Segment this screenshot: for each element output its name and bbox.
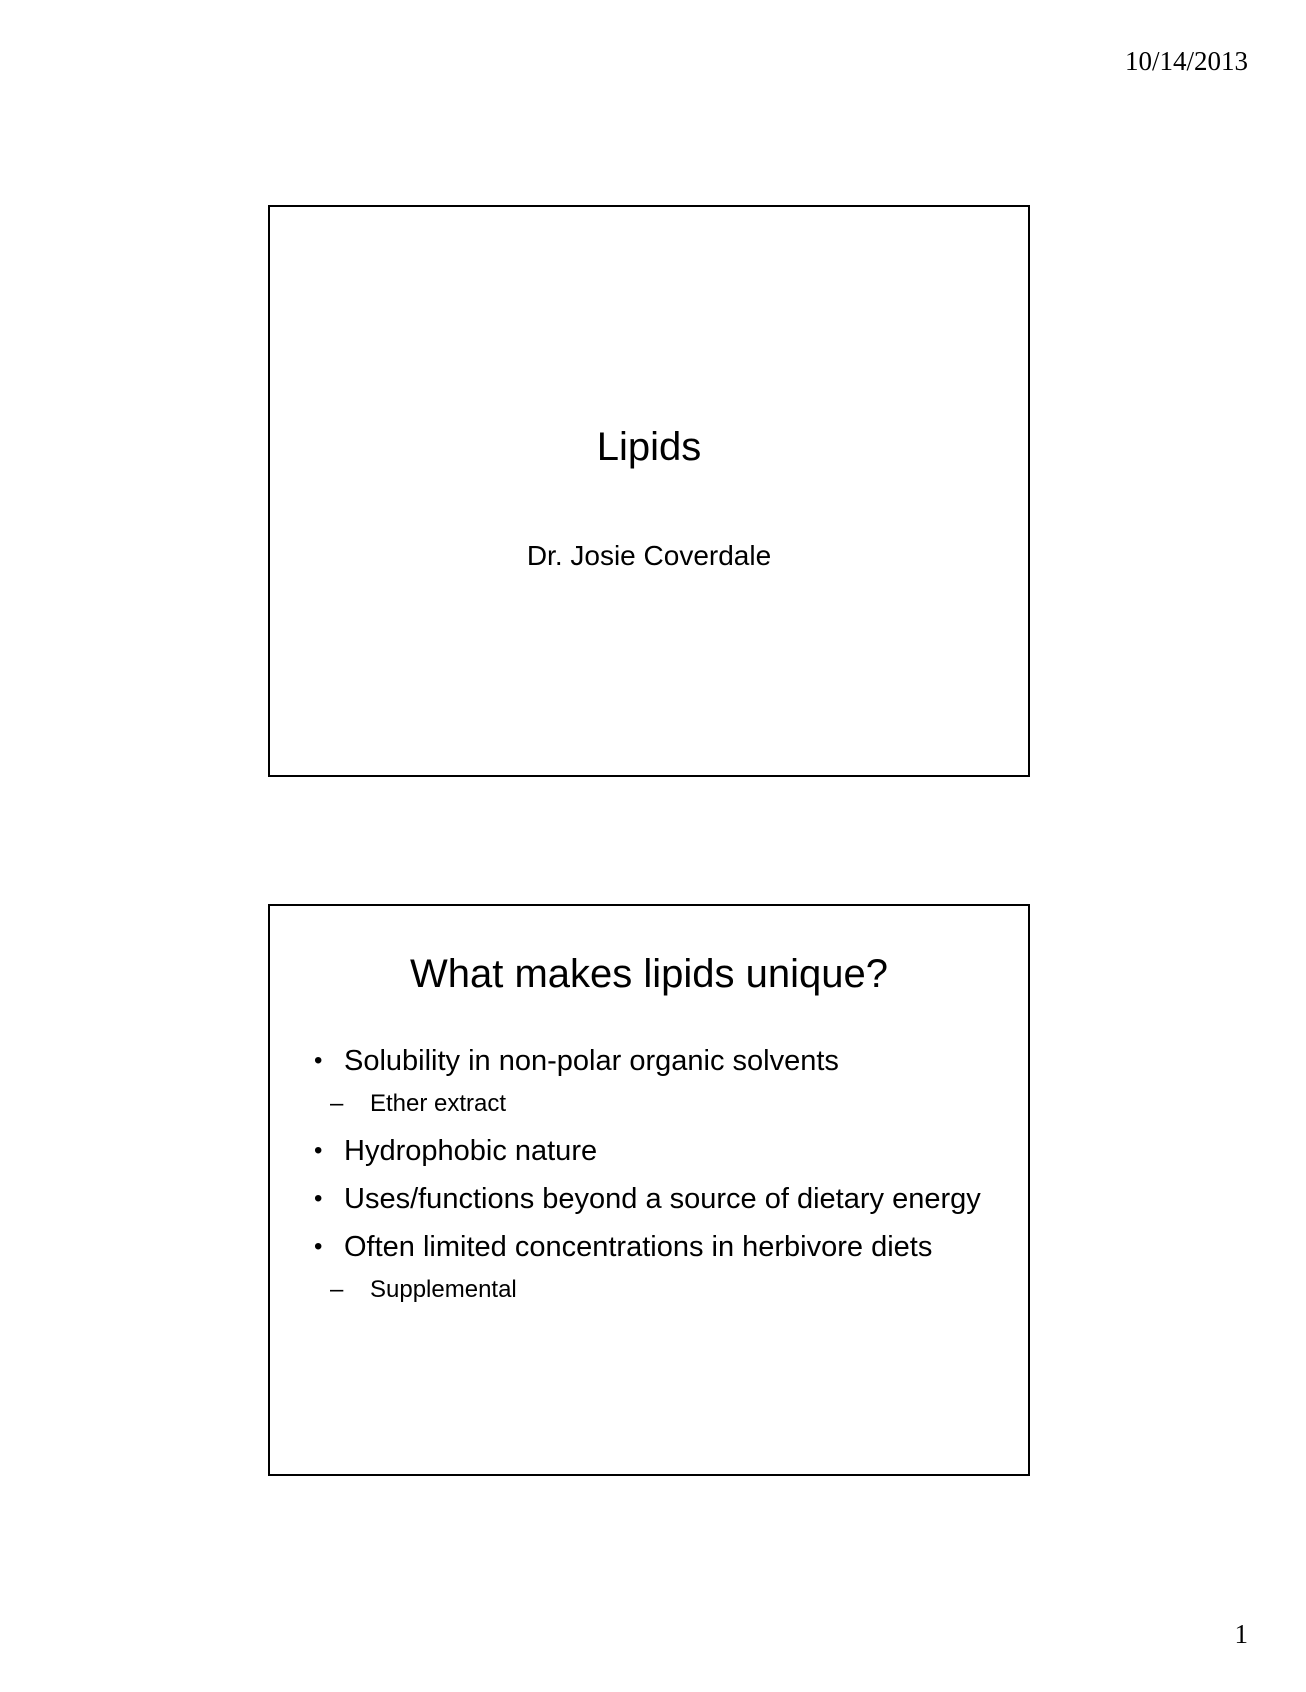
- dash-icon: –: [330, 1090, 344, 1117]
- slide-title-lipids: [268, 205, 1030, 777]
- bullet-text: Uses/functions beyond a source of dietary energy: [344, 1183, 981, 1215]
- bullet-item: [312, 1227, 988, 1267]
- slide-subtitle: Dr. Josie Coverdale: [526, 540, 772, 571]
- bullet-item: [312, 1179, 988, 1219]
- page-date: 10/14/2013: [1124, 46, 1248, 76]
- bullet-icon: •: [314, 1047, 323, 1074]
- bullet-item: [312, 1131, 988, 1171]
- bullet-icon: •: [314, 1137, 323, 1164]
- page-number: 1: [1234, 1619, 1248, 1649]
- bullet-text: Hydrophobic nature: [344, 1135, 598, 1167]
- sub-bullet-text: Ether extract: [370, 1090, 507, 1117]
- dash-icon: –: [330, 1276, 344, 1303]
- slide-what-makes-lipids-unique: [268, 904, 1030, 1476]
- bullet-icon: •: [314, 1233, 323, 1260]
- slide-title: Lipids: [596, 425, 702, 469]
- sub-bullet-item: [330, 1087, 988, 1121]
- bullet-list: [312, 1041, 988, 1317]
- bullet-icon: •: [314, 1185, 323, 1212]
- bullet-text: Solubility in non-polar organic solvents: [344, 1045, 839, 1077]
- slide-title: What makes lipids unique?: [409, 952, 889, 996]
- bullet-text: Often limited concentrations in herbivore diets: [344, 1231, 933, 1263]
- bullet-item: [312, 1041, 988, 1081]
- sub-bullet-text: Supplemental: [370, 1276, 517, 1303]
- sub-bullet-item: [330, 1273, 988, 1307]
